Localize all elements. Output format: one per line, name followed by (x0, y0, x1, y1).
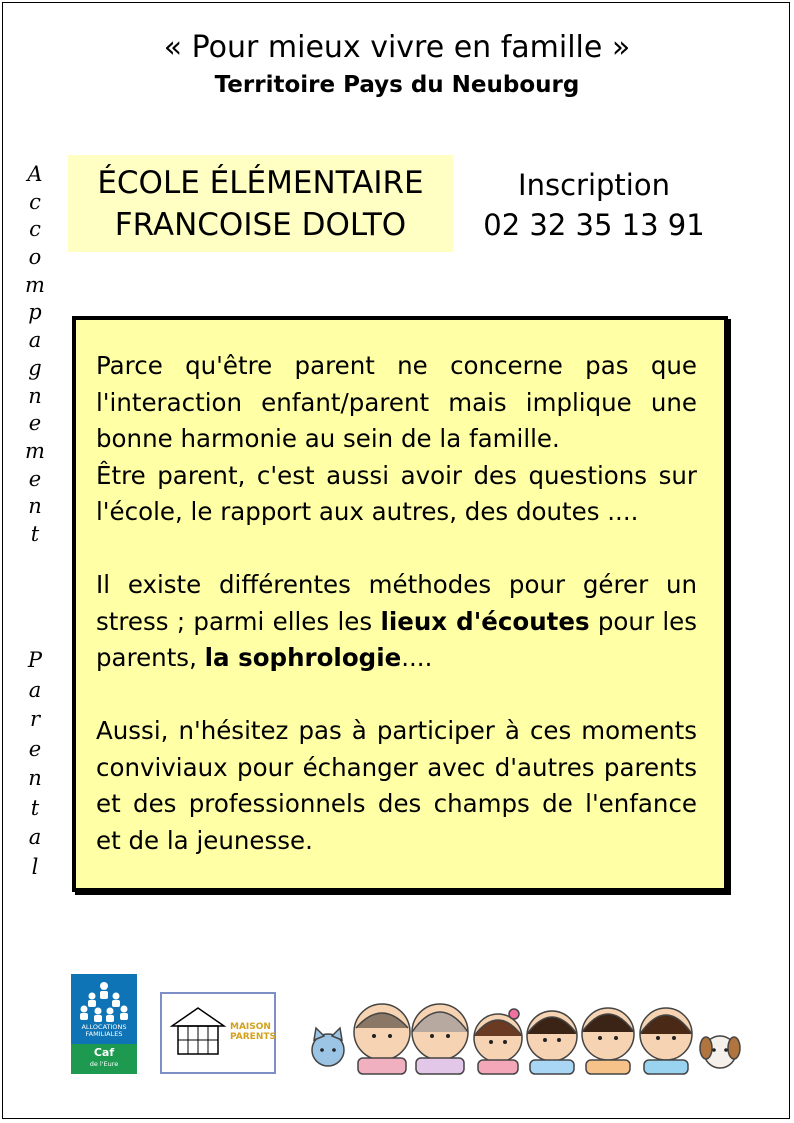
paragraph-methods (96, 567, 697, 677)
side-letter: l (31, 854, 39, 879)
side-letter: n (28, 383, 42, 408)
caf-tagline: ALLOCATIONS FAMILIALES (81, 1023, 127, 1038)
side-letter: e (28, 411, 42, 436)
side-letter: m (25, 272, 45, 297)
methods-text-c: .... (401, 643, 433, 672)
side-letter: a (28, 328, 42, 353)
school-name-line2: FRANCOISE DOLTO (114, 207, 407, 243)
side-letter: o (28, 245, 42, 270)
caf-green-band (71, 1044, 137, 1074)
caf-place: de l'Eure (89, 1060, 119, 1068)
flyer-title: « Pour mieux vivre en famille » (163, 30, 631, 65)
side-letter: a (28, 677, 42, 702)
message-box (72, 316, 728, 892)
side-letter: p (28, 300, 42, 325)
side-word-parental (24, 648, 46, 884)
side-word-accompagnement (24, 162, 46, 550)
side-letter: t (30, 795, 40, 820)
methods-bold-sophrologie: la sophrologie (204, 643, 402, 672)
side-letter: a (28, 825, 42, 849)
side-letter: P (27, 648, 43, 672)
side-letter: e (28, 736, 42, 761)
side-letter: g (28, 355, 42, 380)
inscription-phone: 02 32 35 13 91 (483, 208, 705, 242)
side-letter: t (30, 521, 40, 546)
side-letter: e (28, 466, 42, 491)
flyer-subtitle: Territoire Pays du Neubourg (214, 72, 580, 98)
caf-logo (71, 974, 137, 1074)
paragraph-intro (96, 348, 697, 531)
children-illustration-icon (300, 988, 750, 1078)
house-icon (168, 1002, 228, 1062)
caf-name: Caf (93, 1046, 115, 1059)
paragraph-invite: Aussi, n'hésitez pas à participer à ces moments conviviaux pour échanger avec d'autres parents et des professionnels des champs de l'enfance et de la jeunesse. (96, 716, 697, 855)
school-name-line1: ÉCOLE ÉLÉMENTAIRE (97, 165, 424, 201)
school-name-box (68, 155, 453, 252)
inscription-label: Inscription (518, 168, 670, 202)
inscription-block (468, 165, 720, 245)
side-letter: n (28, 766, 42, 790)
side-letter: c (29, 189, 41, 214)
paragraph-intro-a: Parce qu'être parent ne concerne pas que l'interaction enfant/parent mais implique une bonne harmonie au sein de la famille. (96, 351, 697, 453)
side-letter: r (29, 707, 41, 731)
methods-bold-ecoute: lieux d'écoutes (380, 606, 590, 636)
methods-text-b: pour les parents, (96, 606, 697, 672)
methods-text-a: Il existe différentes méthodes pour gérer un stress ; parmi elles les (96, 570, 697, 636)
paragraph-intro-b: Être parent, c'est aussi avoir des questions sur l'école, le rapport aux autres, des doutes .... (96, 460, 697, 526)
maison-parents-logo (160, 992, 276, 1074)
side-letter: m (25, 438, 45, 463)
side-letter: c (29, 217, 41, 242)
side-letter: n (28, 494, 42, 519)
maison-parents-name: MAISON PARENTS (230, 1022, 276, 1042)
side-letter: A (27, 162, 43, 186)
